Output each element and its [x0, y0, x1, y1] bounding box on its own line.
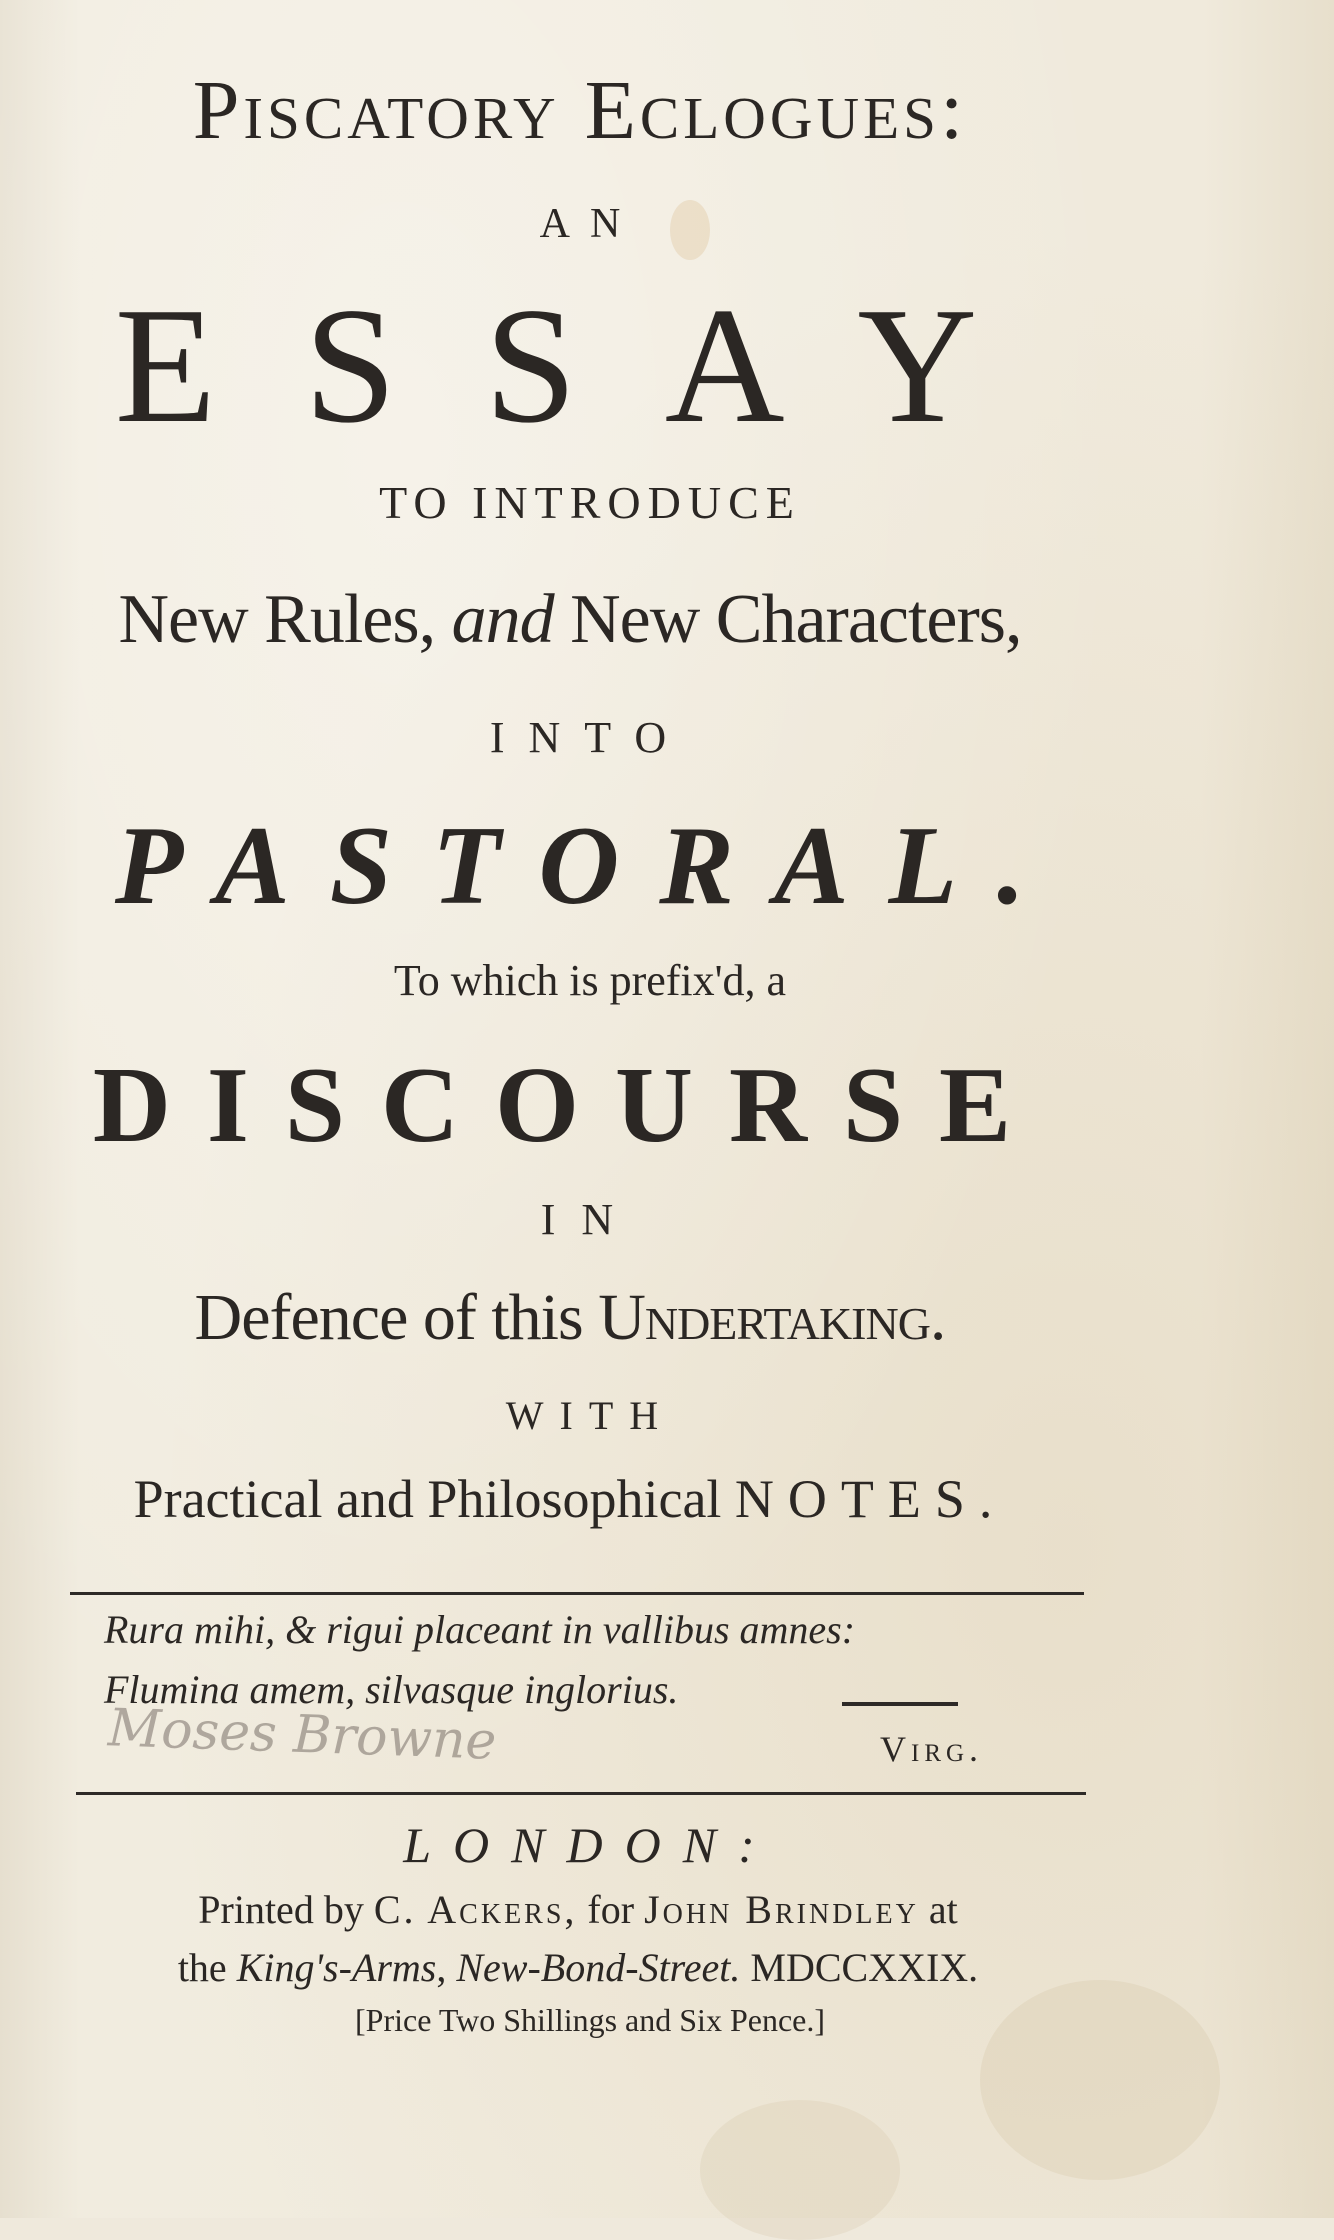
notes-text-2: NOTES. [734, 1469, 1007, 1529]
imprint-comma: , [436, 1945, 457, 1990]
new-rules-and: and [451, 581, 554, 658]
handwritten-signature: Moses Browne [107, 1698, 498, 1772]
imprint-printer: C. Ackers, [373, 1887, 578, 1932]
imprint-bookseller: John Brindley [644, 1887, 919, 1932]
epigraph-line-2: Flumina amem, silvasque inglorius. [104, 1667, 679, 1712]
title-an: AN [539, 201, 641, 247]
epigraph-line-1: Rura mihi, & rigui placeant in vallibus amnes: [104, 1607, 856, 1652]
title-defence [40, 1280, 1100, 1356]
title-in: IN [540, 1195, 640, 1244]
defence-undertaking: Undertaking. [598, 1281, 946, 1354]
bottom-rule-divider [76, 1792, 1086, 1795]
imprint-street: New-Bond-Street. [456, 1945, 741, 1990]
imprint-the: the [177, 1945, 237, 1990]
imprint-printed-by: Printed by [198, 1887, 374, 1932]
imprint-price: [Price Two Shillings and Six Pence.] [354, 2002, 825, 2038]
imprint-year: MDCCXXIX. [740, 1945, 979, 1990]
imprint-at: at [918, 1887, 958, 1932]
top-rule-divider [70, 1592, 1084, 1595]
title-notes [40, 1468, 1100, 1530]
title-pastoral: PASTORAL. [114, 804, 1066, 928]
new-rules-text-2: New Characters, [553, 581, 1022, 658]
imprint-for: for [577, 1887, 645, 1932]
epigraph-attribution: Virg. [880, 1729, 984, 1769]
title-new-rules [40, 580, 1100, 660]
imprint-sign: King's-Arms [236, 1945, 437, 1990]
title-essay: ESSAY [114, 273, 1066, 457]
title-with: WITH [505, 1393, 675, 1438]
title-prefixed: To which is prefix'd, a [393, 956, 787, 1005]
title-into: INTO [489, 713, 691, 762]
title-to-introduce: TO INTRODUCE [379, 477, 801, 528]
defence-text-1: Defence of this [194, 1281, 599, 1354]
foxing-stain [700, 2100, 900, 2240]
imprint-city: LONDON: [403, 1817, 777, 1873]
notes-text-1: Practical and Philosophical [133, 1469, 735, 1529]
book-title: Piscatory Eclogues: [192, 64, 968, 157]
epigraph-dash [842, 1702, 958, 1706]
new-rules-text-1: New Rules, [118, 581, 452, 658]
imprint-printer-line [48, 1886, 1108, 1933]
title-discourse: DISCOURSE [92, 1046, 1048, 1165]
imprint-address-line [48, 1944, 1108, 1991]
